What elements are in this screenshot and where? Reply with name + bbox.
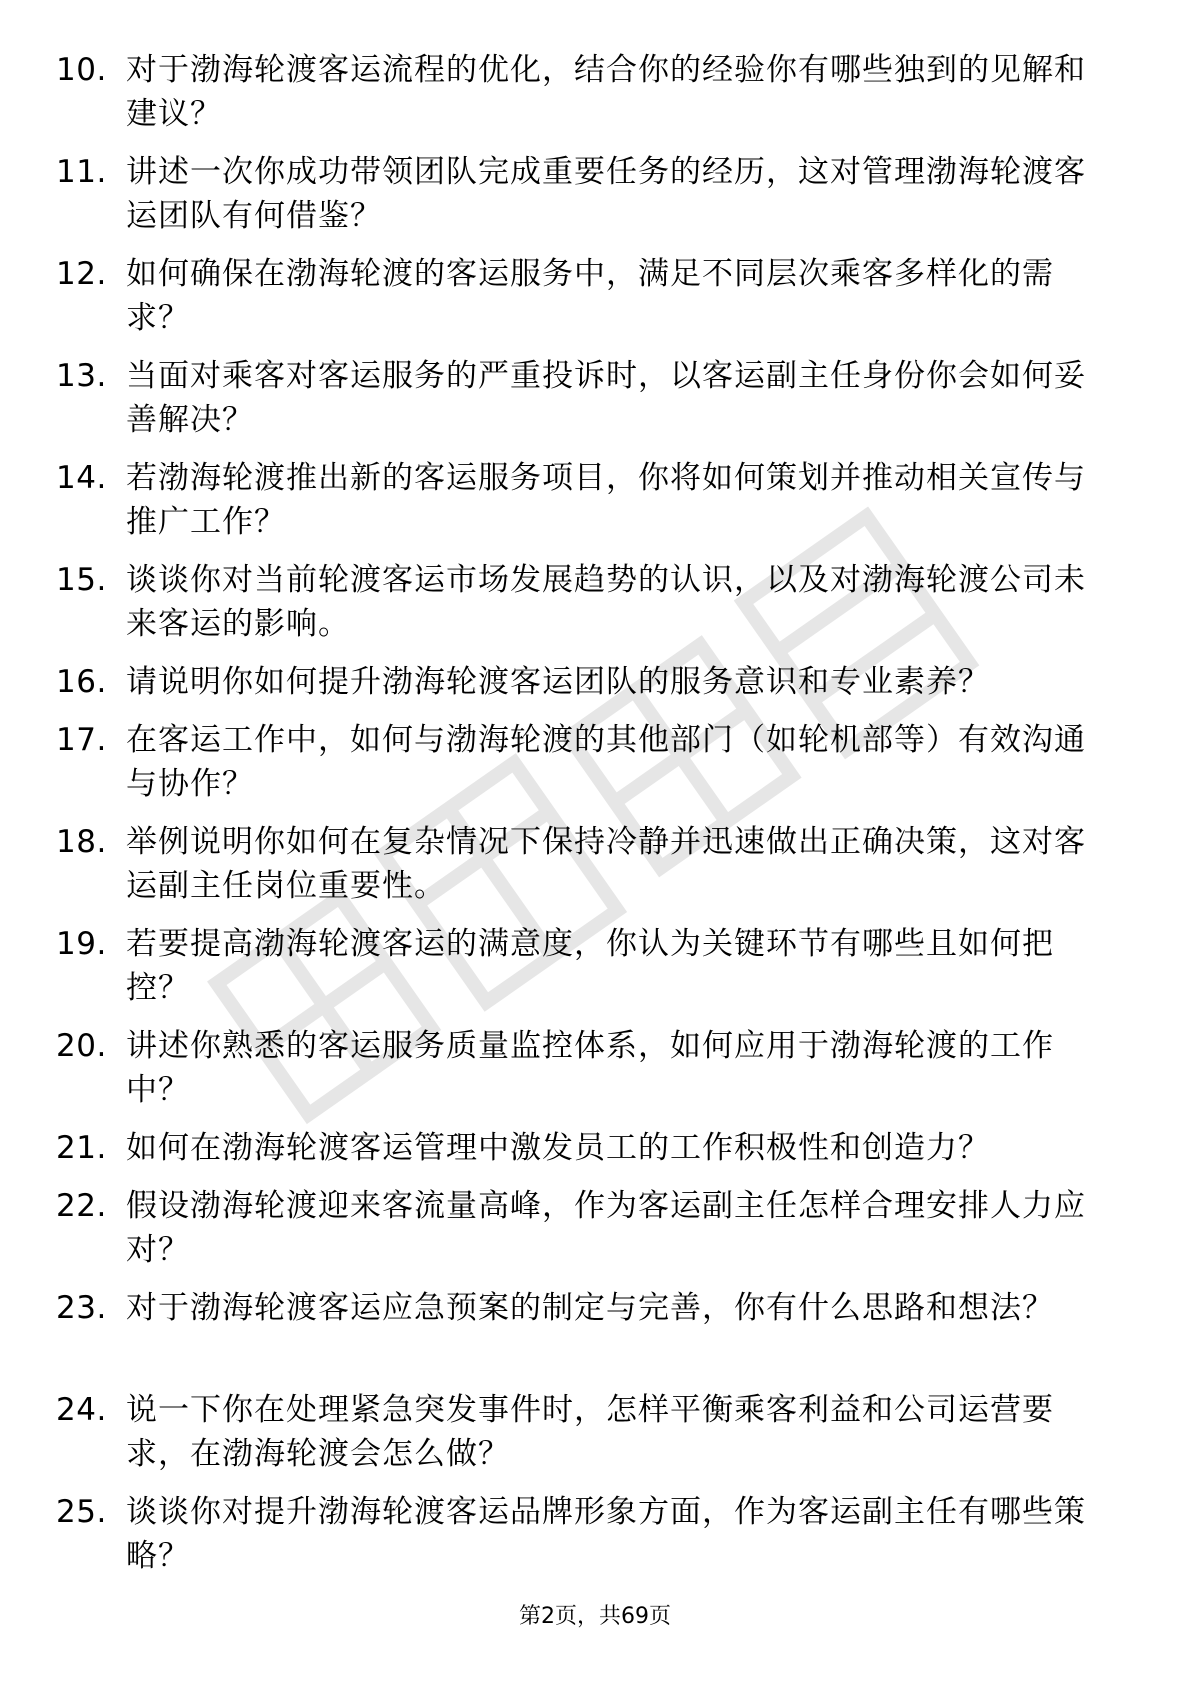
list-item xyxy=(0,354,1190,442)
question-number: 11. xyxy=(56,154,107,190)
list-item xyxy=(0,1490,1190,1578)
question-text: 举例说明你如何在复杂情况下保持冷静并迅速做出正确决策，这对客运副主任岗位重要性。 xyxy=(126,824,1086,904)
list-item xyxy=(0,922,1190,1010)
question-number: 22. xyxy=(56,1188,107,1224)
question-number: 24. xyxy=(56,1392,107,1428)
question-text: 如何在渤海轮渡客运管理中激发员工的工作积极性和创造力？ xyxy=(126,1130,990,1166)
question-text: 对于渤海轮渡客运流程的优化，结合你的经验你有哪些独到的见解和建议？ xyxy=(126,52,1086,132)
question-text: 当面对乘客对客运服务的严重投诉时，以客运副主任身份你会如何妥善解决？ xyxy=(126,358,1086,438)
list-item xyxy=(0,820,1190,908)
question-text: 如何确保在渤海轮渡的客运服务中，满足不同层次乘客多样化的需求？ xyxy=(126,256,1054,336)
question-number: 18. xyxy=(56,824,107,860)
list-item xyxy=(0,1388,1190,1476)
list-item xyxy=(0,150,1190,238)
question-text: 若渤海轮渡推出新的客运服务项目，你将如何策划并推动相关宣传与推广工作？ xyxy=(126,460,1086,540)
question-number: 23. xyxy=(56,1290,107,1326)
question-text: 说一下你在处理紧急突发事件时，怎样平衡乘客利益和公司运营要求，在渤海轮渡会怎么做？ xyxy=(126,1392,1054,1472)
list-item xyxy=(0,1126,1190,1170)
question-text: 若要提高渤海轮渡客运的满意度，你认为关键环节有哪些且如何把控？ xyxy=(126,926,1054,1006)
question-number: 21. xyxy=(56,1130,107,1166)
page-footer: 第2页，共69页 xyxy=(519,1604,671,1629)
question-number: 14. xyxy=(56,460,107,496)
question-list xyxy=(0,48,1190,1592)
question-number: 25. xyxy=(56,1494,107,1530)
question-text: 在客运工作中，如何与渤海轮渡的其他部门（如轮机部等）有效沟通与协作？ xyxy=(126,722,1086,802)
question-number: 12. xyxy=(56,256,107,292)
question-number: 16. xyxy=(56,664,107,700)
list-item xyxy=(0,48,1190,136)
list-item xyxy=(0,718,1190,806)
list-item xyxy=(0,660,1190,704)
question-number: 20. xyxy=(56,1028,107,1064)
list-item xyxy=(0,1184,1190,1272)
question-text: 谈谈你对当前轮渡客运市场发展趋势的认识，以及对渤海轮渡公司未来客运的影响。 xyxy=(126,562,1086,642)
question-text: 假设渤海轮渡迎来客流量高峰，作为客运副主任怎样合理安排人力应对？ xyxy=(126,1188,1086,1268)
question-text: 对于渤海轮渡客运应急预案的制定与完善，你有什么思路和想法？ xyxy=(126,1290,1054,1326)
list-item xyxy=(0,252,1190,340)
list-item xyxy=(0,558,1190,646)
question-number: 17. xyxy=(56,722,107,758)
list-item xyxy=(0,1024,1190,1112)
question-number: 19. xyxy=(56,926,107,962)
question-number: 10. xyxy=(56,52,107,88)
question-text: 讲述一次你成功带领团队完成重要任务的经历，这对管理渤海轮渡客运团队有何借鉴？ xyxy=(126,154,1086,234)
question-text: 讲述你熟悉的客运服务质量监控体系，如何应用于渤海轮渡的工作中？ xyxy=(126,1028,1054,1108)
question-text: 谈谈你对提升渤海轮渡客运品牌形象方面，作为客运副主任有哪些策略？ xyxy=(126,1494,1086,1574)
list-item xyxy=(0,456,1190,544)
question-number: 13. xyxy=(56,358,107,394)
question-number: 15. xyxy=(56,562,107,598)
list-item xyxy=(0,1286,1190,1374)
question-text: 请说明你如何提升渤海轮渡客运团队的服务意识和专业素养？ xyxy=(126,664,990,700)
